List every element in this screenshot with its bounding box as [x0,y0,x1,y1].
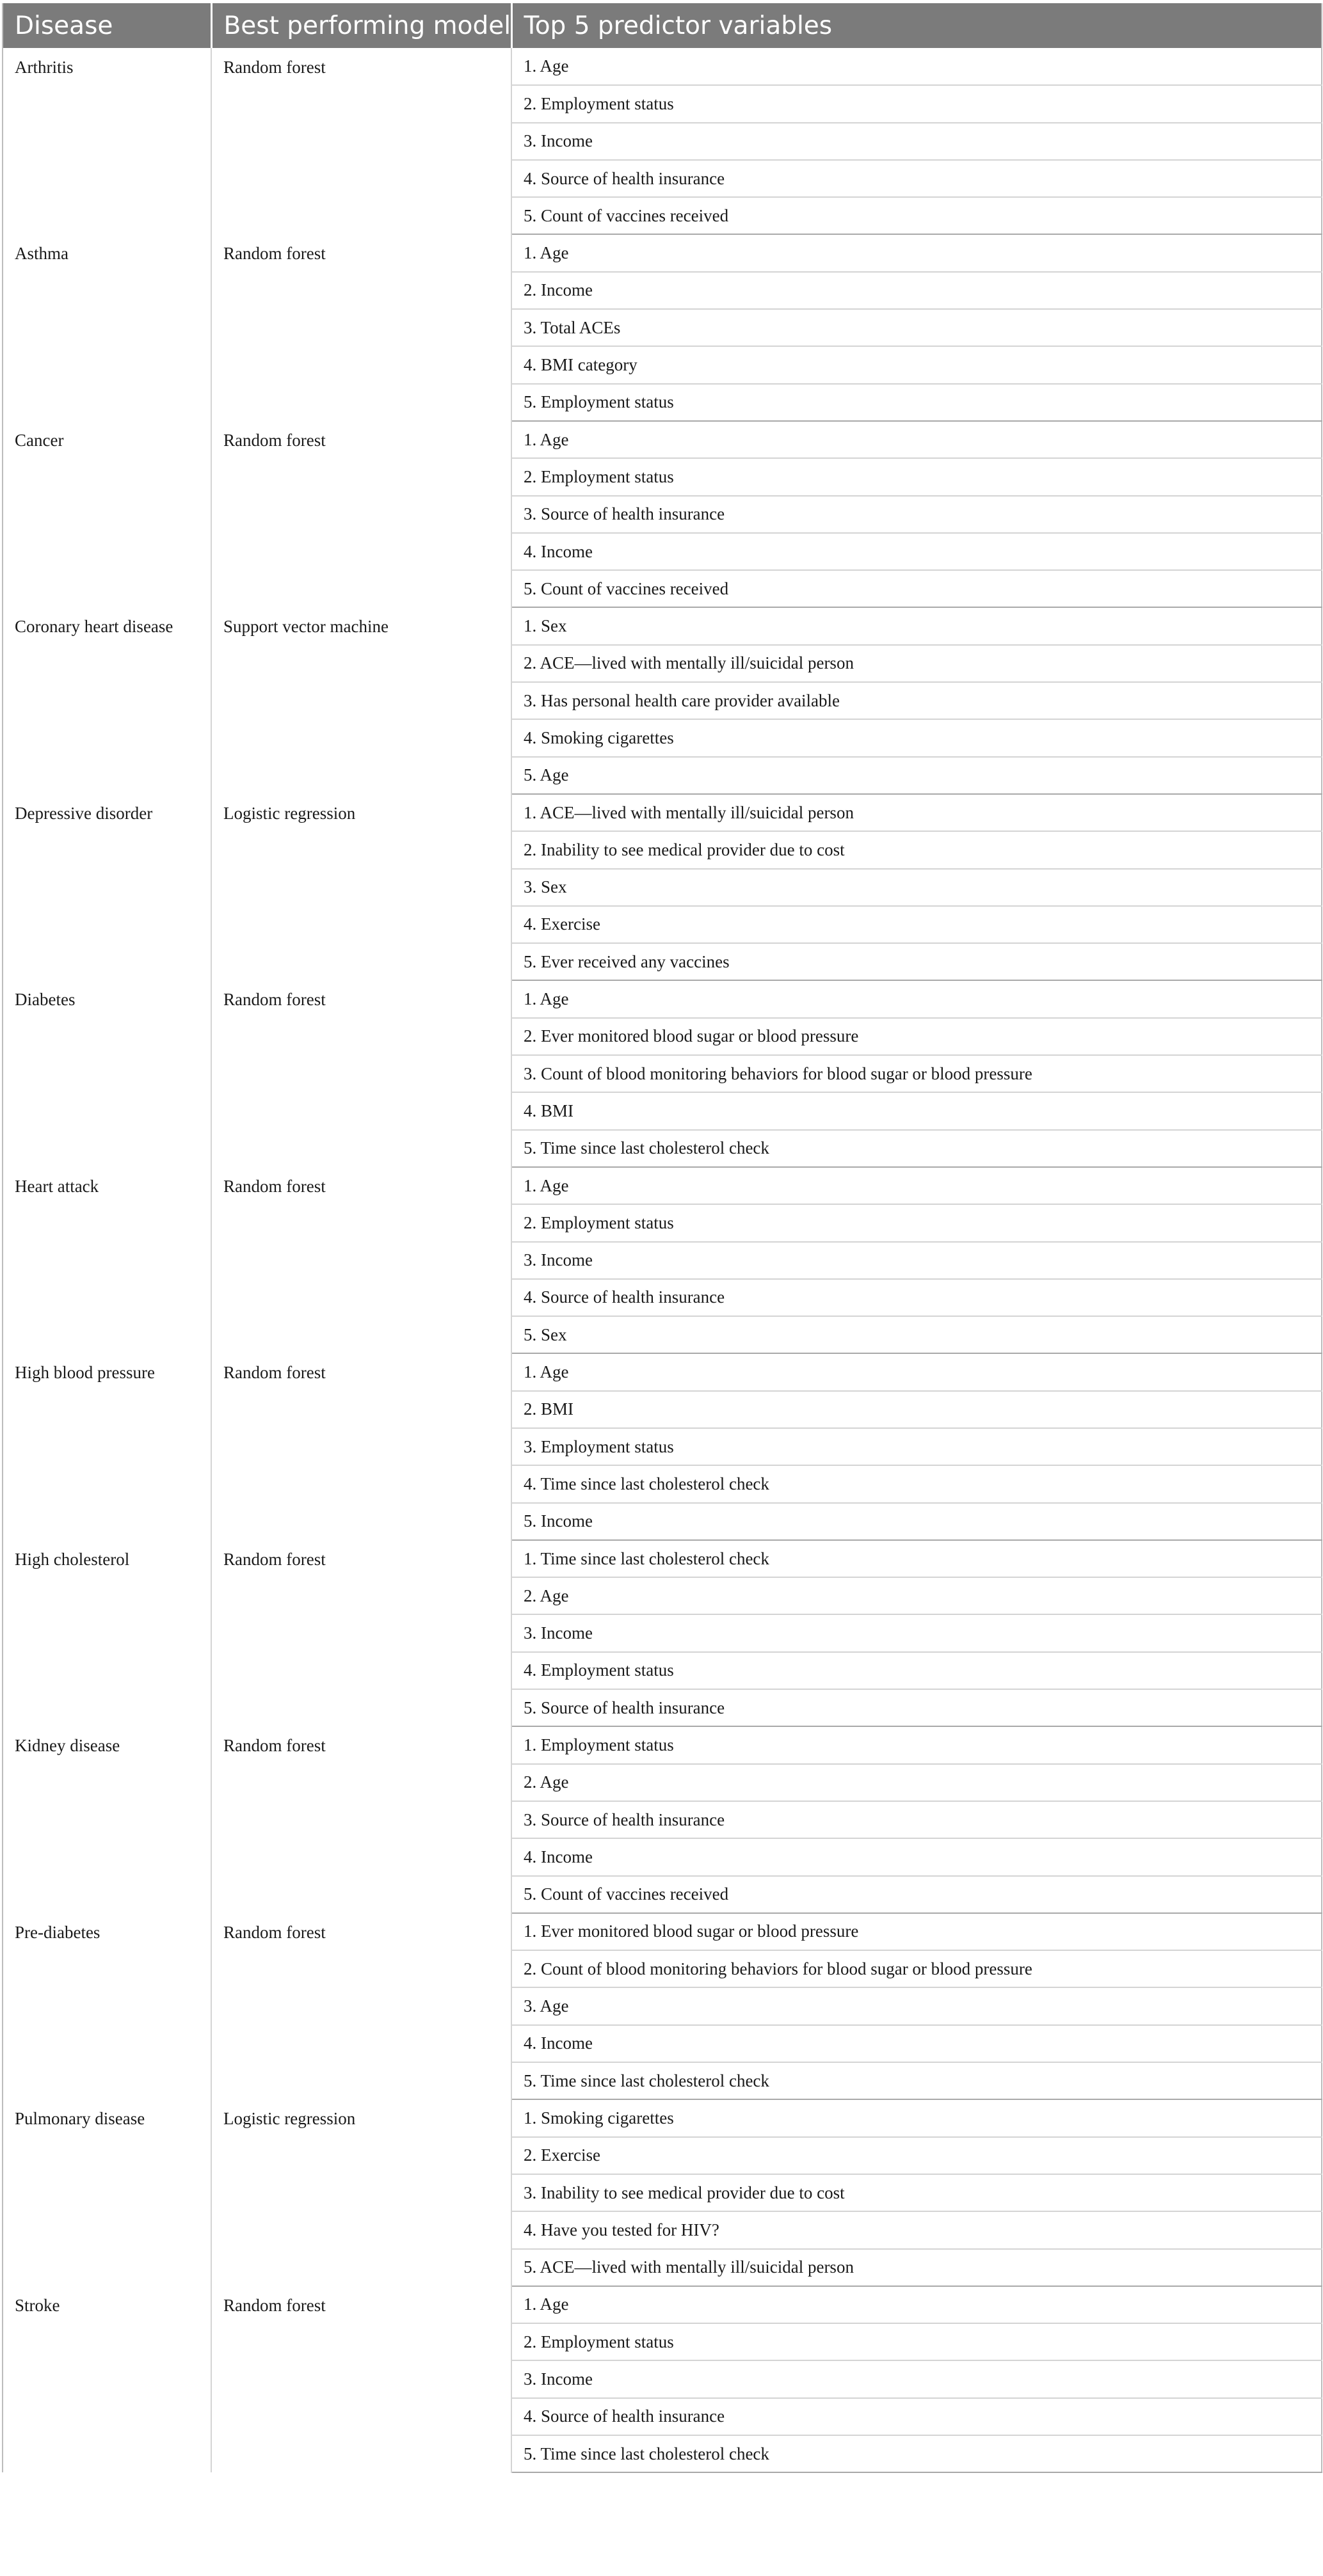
predictor-cell: 5. Count of vaccines received [511,1876,1322,1913]
predictor-cell: 5. Time since last cholesterol check [511,2435,1322,2472]
predictor-cell: 4. Source of health insurance [511,2398,1322,2435]
predictor-cell: 5. Employment status [511,384,1322,421]
table-row [3,1726,1322,1763]
model-cell: Random forest [211,980,511,1166]
predictor-cell: 1. Time since last cholesterol check [511,1540,1322,1577]
predictor-cell: 1. Age [511,234,1322,271]
table-row [3,2099,1322,2136]
predictor-cell: 1. Age [511,421,1322,458]
predictor-cell: 4. BMI [511,1092,1322,1129]
predictor-cell: 2. Employment status [511,2323,1322,2360]
predictor-cell: 1. Age [511,1353,1322,1390]
table-row [3,607,1322,644]
predictor-cell: 5. Count of vaccines received [511,570,1322,607]
predictor-cell: 3. Employment status [511,1428,1322,1465]
predictor-cell: 2. Count of blood monitoring behaviors for blood sugar or blood pressure [511,1950,1322,1987]
disease-cell: Pre-diabetes [3,1913,211,2099]
predictor-cell: 1. Smoking cigarettes [511,2099,1322,2136]
table-row [3,48,1322,85]
header-row [3,3,1322,48]
results-table [2,3,1322,2473]
predictor-cell: 4. Time since last cholesterol check [511,1465,1322,1502]
disease-cell: Arthritis [3,48,211,234]
predictor-cell: 3. Count of blood monitoring behaviors for blood sugar or blood pressure [511,1055,1322,1092]
predictor-cell: 4. Income [511,2025,1322,2062]
table-row [3,794,1322,831]
predictor-cell: 3. Sex [511,869,1322,906]
table-header [3,3,1322,48]
disease-cell: Coronary heart disease [3,607,211,793]
model-cell: Random forest [211,1726,511,1912]
disease-cell: Asthma [3,234,211,420]
predictor-cell: 4. Income [511,1838,1322,1875]
predictor-cell: 3. Income [511,123,1322,160]
predictor-cell: 2. Age [511,1577,1322,1614]
predictor-cell: 2. ACE—lived with mentally ill/suicidal person [511,645,1322,682]
predictor-cell: 4. Smoking cigarettes [511,719,1322,756]
predictor-cell: 4. Source of health insurance [511,160,1322,197]
model-cell: Random forest [211,234,511,420]
disease-cell: Stroke [3,2286,211,2472]
table-row [3,1540,1322,1577]
predictor-cell: 2. Income [511,272,1322,309]
predictor-cell: 3. Income [511,1242,1322,1279]
predictor-cell: 1. Age [511,2286,1322,2323]
model-cell: Random forest [211,2286,511,2472]
table-row [3,1913,1322,1950]
table-body [3,48,1322,2472]
model-cell: Random forest [211,421,511,607]
predictor-cell: 3. Income [511,1614,1322,1651]
table-row [3,1167,1322,1204]
header-model: Best performing model [211,3,511,48]
model-cell: Random forest [211,1353,511,1539]
predictor-cell: 2. Employment status [511,458,1322,495]
predictor-cell: 4. BMI category [511,346,1322,383]
disease-cell: Cancer [3,421,211,607]
header-predictors: Top 5 predictor variables [511,3,1322,48]
model-cell: Random forest [211,1167,511,1353]
predictor-cell: 3. Has personal health care provider available [511,682,1322,719]
disease-cell: High cholesterol [3,1540,211,1726]
model-cell: Logistic regression [211,2099,511,2286]
predictor-cell: 4. Source of health insurance [511,1279,1322,1316]
model-cell: Random forest [211,1913,511,2099]
model-cell: Logistic regression [211,794,511,980]
disease-cell: Heart attack [3,1167,211,1353]
predictor-cell: 2. Exercise [511,2137,1322,2174]
predictor-cell: 5. ACE—lived with mentally ill/suicidal person [511,2249,1322,2286]
model-cell: Random forest [211,48,511,234]
table-row [3,980,1322,1017]
header-disease: Disease [3,3,211,48]
predictor-cell: 2. Age [511,1764,1322,1801]
disease-cell: Kidney disease [3,1726,211,1912]
predictor-cell: 2. Employment status [511,1204,1322,1241]
predictor-cell: 1. Age [511,48,1322,85]
predictor-cell: 5. Sex [511,1316,1322,1353]
predictor-cell: 5. Income [511,1503,1322,1540]
predictor-cell: 2. Inability to see medical provider due to cost [511,831,1322,868]
table-row [3,234,1322,271]
disease-cell: Pulmonary disease [3,2099,211,2286]
predictor-cell: 5. Time since last cholesterol check [511,1130,1322,1167]
predictor-cell: 5. Ever received any vaccines [511,943,1322,980]
predictor-cell: 1. Age [511,980,1322,1017]
predictor-cell: 4. Income [511,533,1322,570]
predictor-cell: 4. Employment status [511,1652,1322,1689]
predictor-cell: 2. BMI [511,1391,1322,1428]
predictor-cell: 5. Count of vaccines received [511,197,1322,234]
predictor-cell: 2. Employment status [511,85,1322,122]
table-row [3,421,1322,458]
predictor-cell: 1. ACE—lived with mentally ill/suicidal person [511,794,1322,831]
predictor-cell: 3. Inability to see medical provider due to cost [511,2174,1322,2211]
disease-cell: Diabetes [3,980,211,1166]
predictor-cell: 4. Have you tested for HIV? [511,2211,1322,2248]
predictor-cell: 3. Age [511,1987,1322,2024]
predictor-cell: 2. Ever monitored blood sugar or blood pressure [511,1018,1322,1055]
predictor-cell: 1. Ever monitored blood sugar or blood pressure [511,1913,1322,1950]
predictor-cell: 3. Income [511,2360,1322,2397]
disease-cell: Depressive disorder [3,794,211,980]
predictor-cell: 5. Time since last cholesterol check [511,2062,1322,2099]
predictor-cell: 5. Source of health insurance [511,1689,1322,1726]
predictor-cell: 3. Source of health insurance [511,496,1322,533]
predictor-cell: 3. Total ACEs [511,309,1322,346]
predictor-cell: 5. Age [511,757,1322,794]
predictor-cell: 3. Source of health insurance [511,1801,1322,1838]
disease-cell: High blood pressure [3,1353,211,1539]
table-row [3,1353,1322,1390]
predictor-cell: 1. Employment status [511,1726,1322,1763]
predictor-cell: 4. Exercise [511,906,1322,943]
predictor-cell: 1. Age [511,1167,1322,1204]
table-row [3,2286,1322,2323]
model-cell: Random forest [211,1540,511,1726]
model-cell: Support vector machine [211,607,511,793]
predictor-cell: 1. Sex [511,607,1322,644]
